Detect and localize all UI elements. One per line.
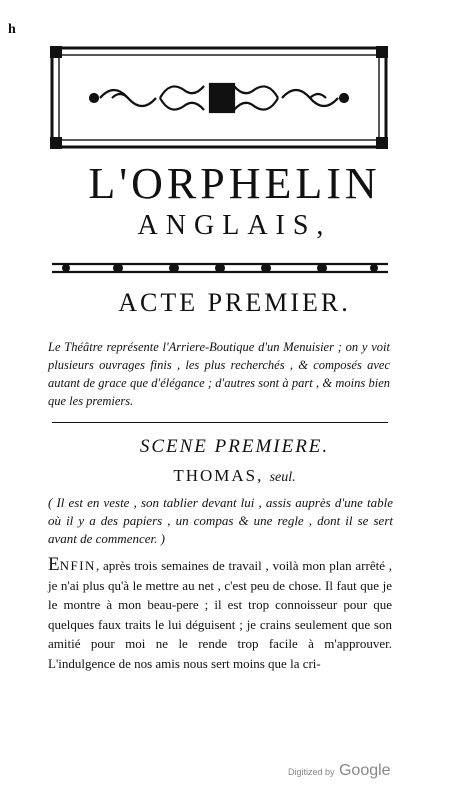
divider-rule [52, 422, 388, 423]
watermark-prefix: Digitized by [288, 767, 335, 777]
fleuron-icon [90, 84, 348, 112]
act-heading: ACTE PREMIER. [118, 288, 351, 317]
ornamental-rule [52, 260, 388, 276]
didascalie: ( Il est en veste , son tablier devant lui , assis auprès d'une table où il y a des papiers , un compas & une regle , dont il se sert avant de commencer. ) [48, 495, 393, 546]
speech-text: , après trois semaines de travail , voilà mon plan arrêté , je n'ai plus qu'à le mettre au net , c'est peu de chose. Il faut que je le montre à mon beau-pere ; il est trop connoisseur pour que quelques faux traits le lui déguisent ; je crains seulement que son amitié pour moi ne le rende trop facile à m'approuver. L'indulgence de nos amis nous sert moins que la cri- [48, 558, 392, 671]
speech-lead-word: NFIN [59, 558, 96, 573]
speech-paragraph [48, 555, 392, 673]
ornamental-frame [50, 46, 388, 149]
main-title: L'ORPHELIN [88, 159, 381, 208]
stage-direction: Le Théâtre représente l'Arriere-Boutique d'un Menuisier ; on y voit plusieurs ouvrages finis , les plus recherchés , & composés avec autant de grace que d'élégance ; d'autres sont à part , & moins bien que les premiers. [48, 340, 390, 408]
speaker-name: THOMAS, [173, 466, 264, 485]
main-subtitle: ANGLAIS, [137, 210, 332, 241]
speaker-line [0, 466, 469, 486]
speaker-qualifier: seul. [269, 470, 296, 485]
speech-lead-capital: E [48, 554, 60, 575]
google-watermark [288, 762, 391, 780]
scene-heading: SCENE PREMIERE. [139, 436, 330, 457]
page-corner-mark: h [8, 22, 16, 37]
watermark-brand: Google [338, 762, 391, 779]
